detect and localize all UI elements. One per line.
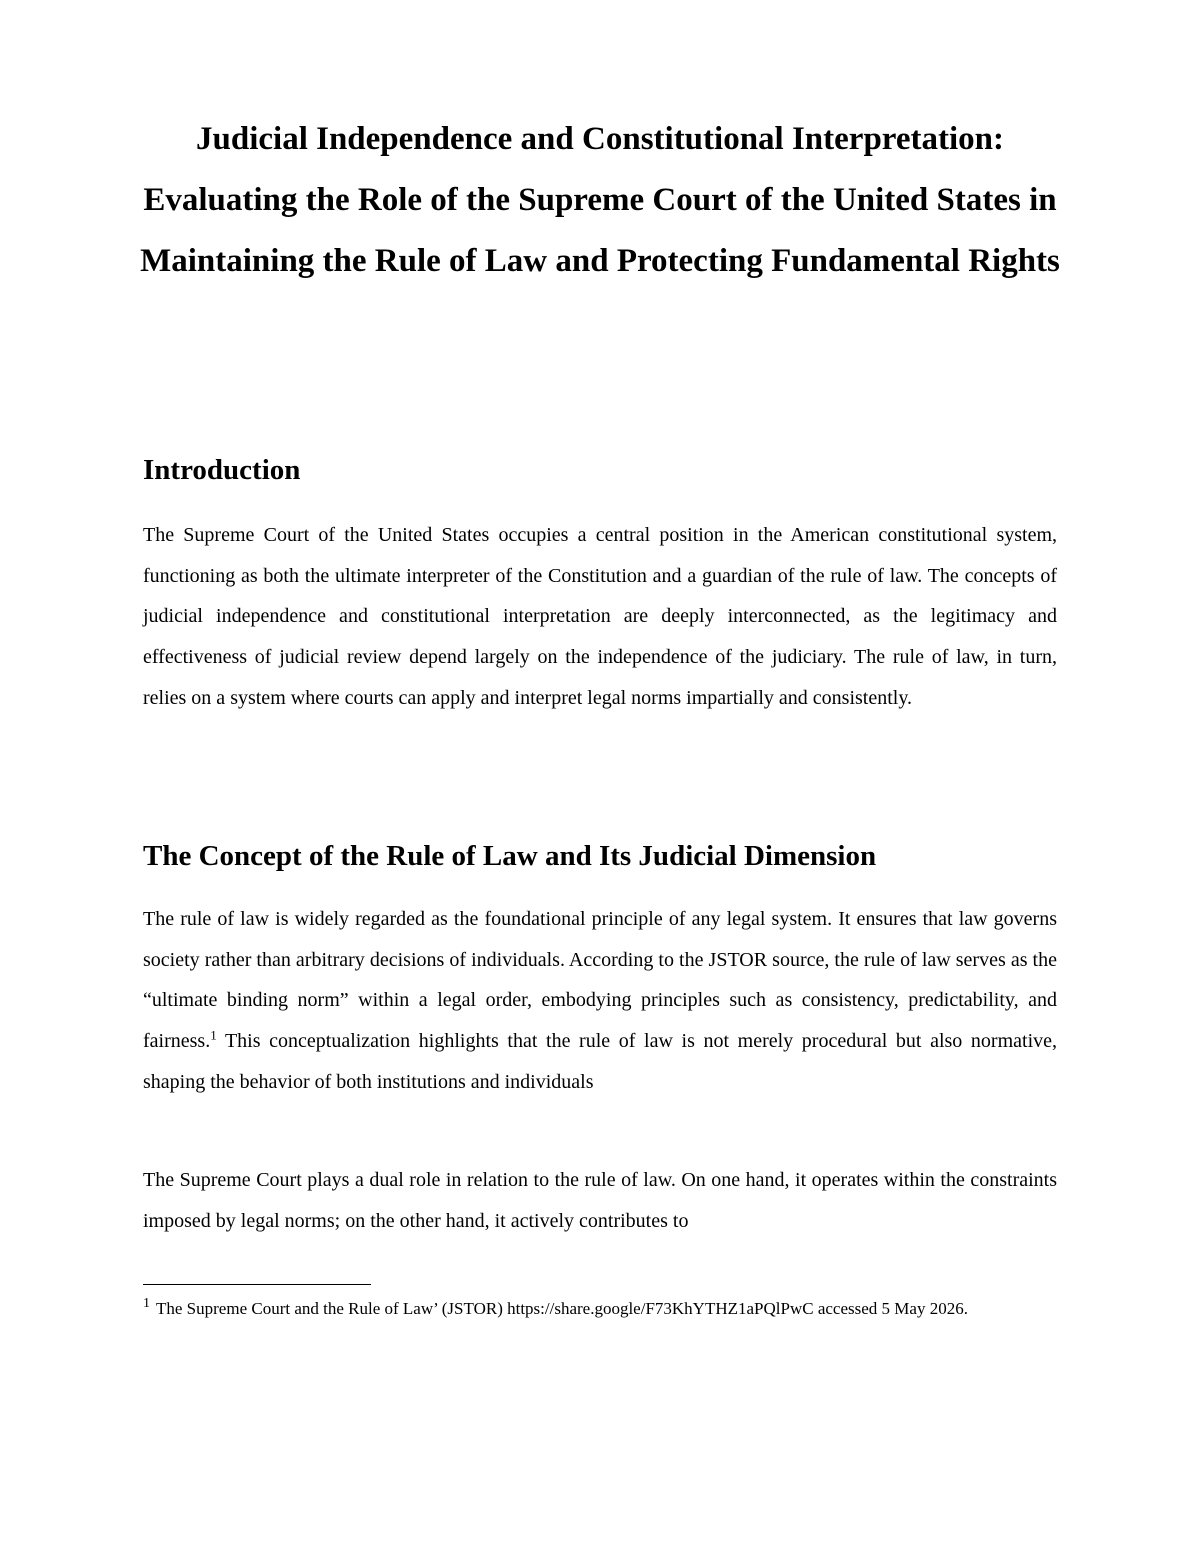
rule-of-law-paragraph-text: The rule of law is widely regarded as the foundational principle of any legal system. It ensures that law governs society rather than arbitrary decisions of individuals. According to the JSTOR source, the rule of law serves as the “ultimate binding norm” within a legal order, embodying principles such as consistency, predictability, and fairness.	[143, 908, 1057, 1053]
introduction-paragraph: The Supreme Court of the United States occupies a central position in the American constitutional system, functioning as both the ultimate interpreter of the Constitution and a guardian of the rule of law. The concepts of judicial independence and constitutional interpretation are deeply interconnected, as the legitimacy and effectiveness of judicial review depend largely on the independence of the judiciary. The rule of law, in turn, relies on a system where courts can apply and interpret legal norms impartially and consistently.	[143, 524, 1057, 709]
footnote	[143, 1289, 1057, 1329]
footnote-reference[interactable]: 1	[210, 1027, 217, 1043]
supreme-court-role-paragraph: The Supreme Court plays a dual role in relation to the rule of law. On one hand, it operates within the constraints imposed by legal norms; on the other hand, it actively contributes to	[143, 1169, 1057, 1232]
section-heading-introduction: Introduction	[143, 454, 301, 486]
rule-of-law-paragraph-continuation: This conceptualization highlights that the rule of law is not merely procedural but also normative, shaping the behavior of both institutions and individuals	[143, 1030, 1057, 1093]
footnote-text: The Supreme Court and the Rule of Law’ (JSTOR) https://share.google/F73KhYTHZ1aPQlPwC accessed 5 May 2026.	[156, 1299, 968, 1318]
rule-of-law-paragraph	[143, 899, 1057, 1103]
footnote-separator	[143, 1284, 371, 1285]
document-title: Judicial Independence and Constitutional Interpretation: Evaluating the Role of the Supreme Court of the United States in Maintaining the Rule of Law and Protecting Fundamental Rights	[140, 121, 1060, 279]
section-heading-rule-of-law: The Concept of the Rule of Law and Its Judicial Dimension	[143, 840, 877, 872]
footnote-number: 1	[143, 1296, 150, 1312]
